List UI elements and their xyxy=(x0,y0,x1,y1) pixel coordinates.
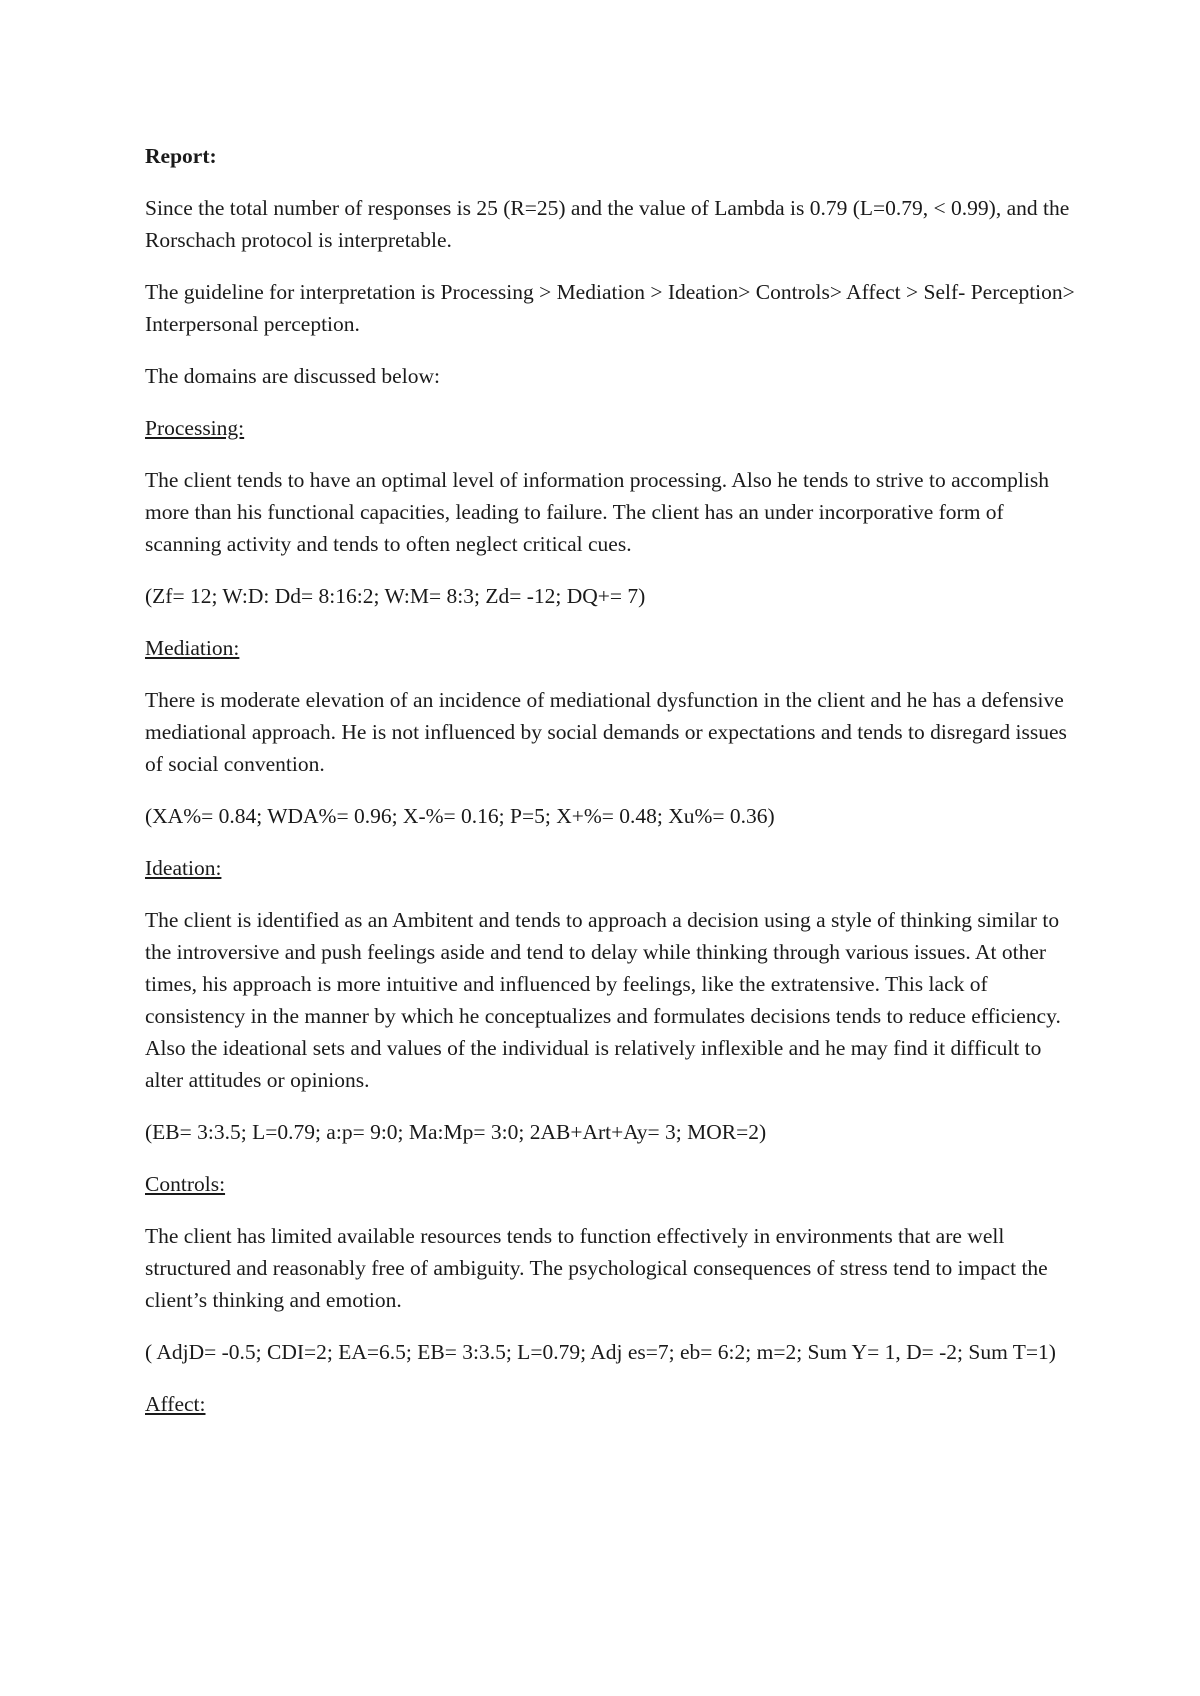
document-page xyxy=(145,140,1075,1440)
ideation-heading: Ideation: xyxy=(145,856,222,880)
processing-scores: (Zf= 12; W:D: Dd= 8:16:2; W:M= 8:3; Zd= -12; DQ+= 7) xyxy=(145,584,646,608)
controls-text: The client has limited available resources tends to function effectively in environments that are well structured and reasonably free of ambiguity. The psychological consequences of stress tend to impact the client’s thinking and emotion. xyxy=(145,1224,1048,1312)
report-title: Report: xyxy=(145,144,217,168)
ideation-scores: (EB= 3:3.5; L=0.79; a:p= 9:0; Ma:Mp= 3:0; 2AB+Art+Ay= 3; MOR=2) xyxy=(145,1120,767,1144)
ideation-text: The client is identified as an Ambitent and tends to approach a decision using a style of thinking similar to the introversive and push feelings aside and tend to delay while thinking through various issues. At other times, his approach is more intuitive and influenced by feelings, like the extratensive. This lack of consistency in the manner by which he conceptualizes and formulates decisions tends to reduce efficiency. Also the ideational sets and values of the individual is relatively inflexible and he may find it difficult to alter attitudes or opinions. xyxy=(145,908,1061,1092)
intro-paragraph-domains: The domains are discussed below: xyxy=(145,364,440,388)
affect-heading: Affect: xyxy=(145,1392,206,1416)
processing-text: The client tends to have an optimal level of information processing. Also he tends to strive to accomplish more than his functional capacities, leading to failure. The client has an under incorporative form of scanning activity and tends to often neglect critical cues. xyxy=(145,468,1049,556)
controls-heading: Controls: xyxy=(145,1172,226,1196)
controls-scores: ( AdjD= -0.5; CDI=2; EA=6.5; EB= 3:3.5; L=0.79; Adj es=7; eb= 6:2; m=2; Sum Y= 1, D= -2; Sum T=1) xyxy=(145,1340,1056,1364)
mediation-scores: (XA%= 0.84; WDA%= 0.96; X-%= 0.16; P=5; X+%= 0.48; Xu%= 0.36) xyxy=(145,804,775,828)
mediation-text: There is moderate elevation of an incidence of mediational dysfunction in the client and he has a defensive mediational approach. He is not influenced by social demands or expectations and tends to disregard issues of social convention. xyxy=(145,688,1067,776)
intro-paragraph-guideline: The guideline for interpretation is Processing > Mediation > Ideation> Controls> Affect > Self- Perception> Interpersonal perception. xyxy=(145,280,1075,336)
mediation-heading: Mediation: xyxy=(145,636,240,660)
processing-heading: Processing: xyxy=(145,416,245,440)
intro-paragraph-summary: Since the total number of responses is 25 (R=25) and the value of Lambda is 0.79 (L=0.79, < 0.99), and the Rorschach protocol is interpretable. xyxy=(145,196,1070,252)
